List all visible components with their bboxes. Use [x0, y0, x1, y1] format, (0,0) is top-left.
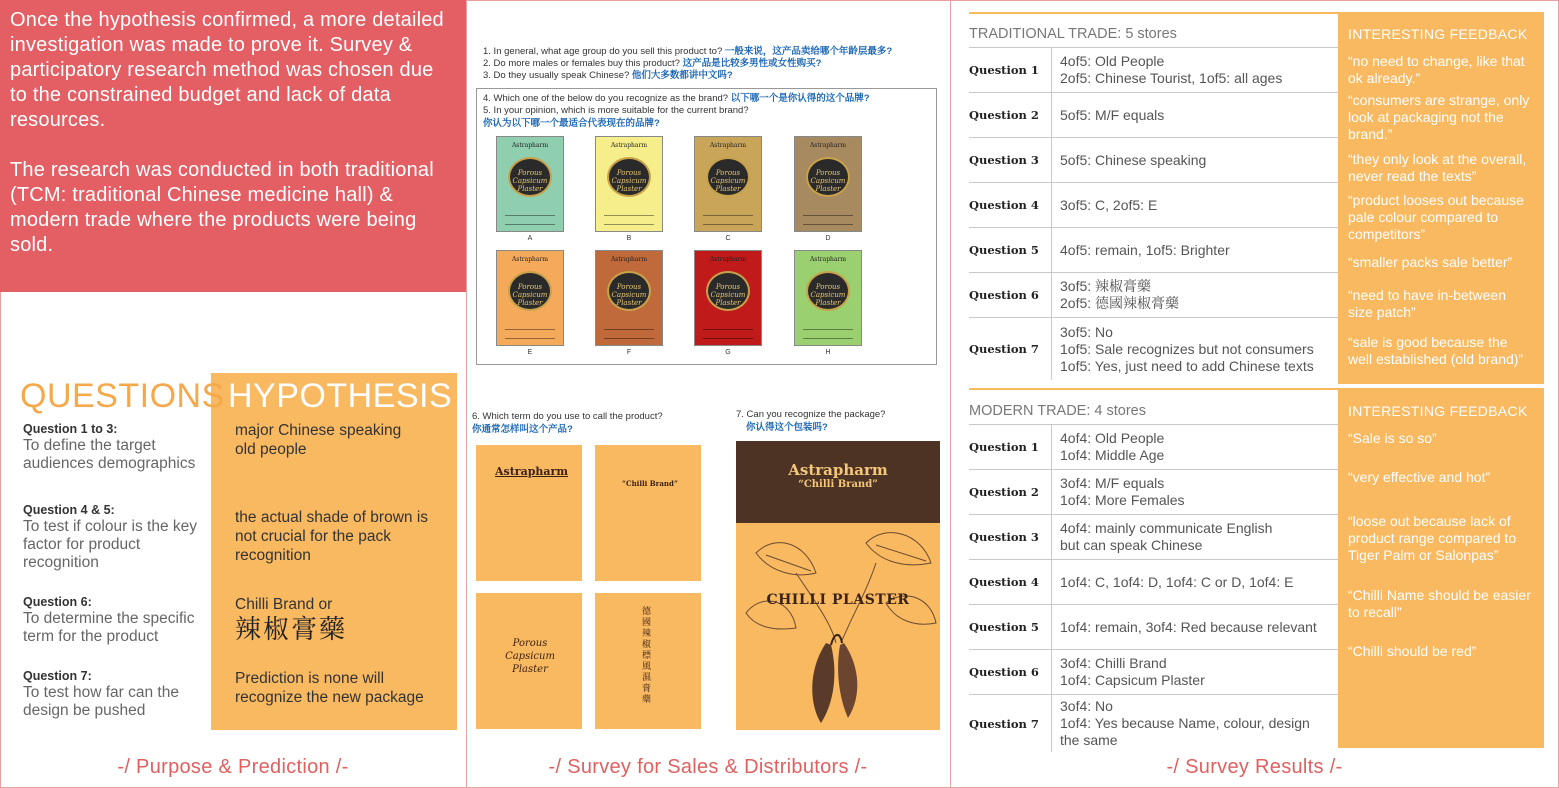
feedback-quote: “Chilli should be red” — [1348, 643, 1477, 659]
pack-name: Porous Capsicum Plaster — [810, 169, 846, 193]
question-text: To define the target audiences demographics — [23, 437, 196, 472]
pack-emblem — [607, 157, 651, 197]
table-row — [969, 272, 1338, 317]
question-cell: Question 7 — [969, 716, 1039, 731]
hypothesis-chinese-text: 辣椒膏藥 — [235, 615, 348, 645]
pack-option — [595, 250, 663, 346]
question-cell: Question 4 — [969, 198, 1039, 212]
answer-cell — [1060, 425, 1164, 469]
feedback-quote: “no need to change, like that ok already.” — [1348, 53, 1525, 86]
survey-q6-en: 6. Which term do you use to call the product? — [472, 411, 663, 422]
question-cell: Question 3 — [969, 153, 1039, 167]
term-option-text: Porous Capsicum Plaster — [505, 638, 555, 675]
table-row — [969, 514, 1338, 559]
pack-text-lines — [803, 329, 853, 339]
pack-option — [496, 250, 564, 346]
survey-q7-en: 7. Can you recognize the package? — [736, 409, 886, 420]
hypothesis-text: the actual shade of brown is not crucial for the pack recognition — [235, 509, 429, 564]
table-row — [969, 604, 1338, 649]
term-option-astrapharm — [476, 445, 582, 581]
pack-option — [794, 250, 862, 346]
question-cell: Question 2 — [969, 108, 1039, 122]
answer-cell — [1060, 48, 1282, 92]
answer-cell — [1060, 470, 1185, 514]
answer-line: 4of5: Old People — [1060, 53, 1165, 69]
hypothesis-text: Prediction is none will recognize the new package — [235, 670, 424, 706]
chilli-leaves-illustration — [736, 523, 940, 730]
pack-option — [496, 136, 564, 232]
question-text: To determine the specific term for the product — [23, 610, 195, 645]
survey-q3-cn: 他们大多数都讲中文吗? — [631, 70, 733, 81]
term-option-chilli-brand — [595, 445, 701, 581]
intro-paragraph-2: The research was conducted in both traditional (TCM: traditional Chinese medicine hall) & modern trade where the products were being sold. — [10, 159, 434, 256]
answer-line: 1of4: C, 1of4: D, 1of4: C or D, 1of4: E — [1060, 573, 1294, 590]
pack-text-lines — [604, 215, 654, 225]
modern-trade-heading — [969, 403, 1146, 419]
cell-separator — [1051, 560, 1052, 604]
answer-line: 1of5: Sale recognizes but not consumers — [1060, 340, 1314, 357]
hypothesis-block — [235, 595, 445, 646]
pack-emblem — [706, 271, 750, 311]
pack-text-lines — [703, 329, 753, 339]
answer-line: 1of5: Yes, just need to add Chinese texts — [1060, 357, 1314, 374]
cell-separator — [1051, 470, 1052, 514]
answer-line: 2of5: Chinese Tourist, 1of5: all ages — [1060, 70, 1283, 86]
cell-separator — [1051, 93, 1052, 137]
term-option-chinese-name — [595, 593, 701, 729]
survey-q2-cn: 这产品是比较多男性或女性购买? — [682, 58, 822, 69]
new-package-name: CHILLI PLASTER — [766, 592, 910, 608]
cell-separator — [1051, 425, 1052, 469]
answer-line: the same — [1060, 732, 1118, 748]
pack-brand: Astrapharm — [809, 256, 847, 263]
pack-emblem — [706, 157, 750, 197]
question-block — [23, 421, 208, 473]
section-footer-results: -/ Survey Results /- — [1166, 756, 1343, 778]
cell-separator — [1051, 48, 1052, 92]
question-cell: Question 5 — [969, 620, 1039, 634]
survey-q2-en: 2. Do more males or females buy this product? — [483, 58, 680, 69]
question-cell: Question 4 — [969, 575, 1039, 589]
answer-cell — [1060, 515, 1272, 559]
pack-emblem — [508, 271, 552, 311]
answer-cell — [1060, 93, 1164, 137]
table-row — [969, 92, 1338, 137]
pack-name: Porous Capsicum Plaster — [710, 169, 746, 193]
pack-letter: F — [626, 349, 632, 356]
cell-separator — [1051, 650, 1052, 694]
term-option-porous-capsicum — [476, 593, 582, 729]
answer-line: but can speak Chinese — [1060, 537, 1203, 553]
cell-separator — [1051, 273, 1052, 317]
answer-cell — [1060, 560, 1293, 604]
answer-cell — [1060, 605, 1317, 649]
answer-cell — [1060, 183, 1157, 227]
question-label: Question 1 to 3: — [23, 422, 118, 436]
answer-cell — [1060, 273, 1179, 317]
answer-line: 4of4: mainly communicate English — [1060, 520, 1273, 536]
question-block — [23, 502, 208, 572]
cell-separator — [1051, 318, 1052, 380]
feedback-quote: “need to have in-between size patch” — [1348, 287, 1506, 320]
hypothesis-text: Chilli Brand or — [235, 596, 333, 613]
section-footer-purpose: -/ Purpose & Prediction /- — [117, 756, 349, 778]
question-label: Question 7: — [23, 669, 92, 683]
pack-letter: E — [527, 349, 533, 356]
table-row — [969, 227, 1338, 272]
question-cell: Question 6 — [969, 665, 1039, 679]
hypothesis-text: major Chinese speaking old people — [235, 422, 402, 458]
pack-text-lines — [604, 329, 654, 339]
survey-q4-cn: 以下哪一个是你认得的这个品牌? — [730, 93, 870, 104]
survey-q4-en: 4. Which one of the below do you recognize as the brand? — [483, 93, 729, 104]
pack-brand: Astrapharm — [610, 142, 648, 149]
divider-2 — [950, 0, 951, 788]
answer-line: 3of5: No — [1060, 323, 1113, 340]
table-row — [969, 47, 1338, 92]
answer-line: 3of4: Chilli Brand — [1060, 655, 1167, 671]
feedback-quote: “Sale is so so” — [1348, 430, 1437, 446]
survey-q5-cn: 你认为以下哪一个最适合代表现在的品牌? — [483, 118, 660, 129]
survey-q1-en: 1. In general, what age group do you sell this product to? — [483, 46, 723, 57]
modern-feedback-title: INTERESTING FEEDBACK — [1348, 403, 1528, 419]
question-cell: Question 5 — [969, 243, 1039, 257]
table-row — [969, 649, 1338, 694]
question-block — [23, 668, 208, 720]
new-package-image — [736, 441, 940, 730]
pack-name: Porous Capsicum Plaster — [810, 283, 846, 307]
pack-name: Porous Capsicum Plaster — [611, 169, 647, 193]
table-row — [969, 559, 1338, 604]
answer-cell — [1060, 695, 1310, 752]
pack-name: Porous Capsicum Plaster — [710, 283, 746, 307]
pack-option — [595, 136, 663, 232]
answer-line: 3of5: 辣椒膏藥 — [1060, 278, 1152, 294]
question-text: To test if colour is the key factor for product recognition — [23, 518, 198, 571]
answer-line: 4of5: remain, 1of5: Brighter — [1060, 241, 1230, 258]
pack-brand: Astrapharm — [709, 256, 747, 263]
pack-name: Porous Capsicum Plaster — [611, 283, 647, 307]
divider-1 — [466, 0, 467, 788]
cell-separator — [1051, 183, 1052, 227]
question-cell: Question 1 — [969, 63, 1039, 77]
pack-letter: D — [825, 235, 831, 242]
table-row — [969, 182, 1338, 227]
modern-trade-count: 4 stores — [1094, 403, 1147, 419]
pack-text-lines — [505, 215, 555, 225]
survey-q6-cn-line — [472, 423, 573, 436]
question-cell: Question 1 — [969, 440, 1039, 454]
question-cell: Question 3 — [969, 530, 1039, 544]
pack-option — [794, 136, 862, 232]
answer-line: 1of4: Middle Age — [1060, 447, 1165, 463]
question-block — [23, 594, 208, 646]
answer-line: 1of4: More Females — [1060, 492, 1185, 508]
answer-line: 1of4: remain, 3of4: Red because relevant — [1060, 618, 1317, 635]
answer-line: 3of4: No — [1060, 698, 1113, 714]
answer-line: 3of4: M/F equals — [1060, 475, 1165, 491]
pack-brand: Astrapharm — [511, 142, 549, 149]
feedback-quote: “they only look at the overall, never read the texts” — [1348, 151, 1527, 184]
survey-q3-en: 3. Do they usually speak Chinese? — [483, 70, 630, 81]
pack-emblem — [607, 271, 651, 311]
modern-trade-title: MODERN TRADE: — [969, 403, 1091, 419]
pack-brand: Astrapharm — [610, 256, 648, 263]
pack-name: Porous Capsicum Plaster — [512, 169, 548, 193]
survey-q5-en: 5. In your opinion, which is more suitable for the current brand? — [483, 105, 749, 116]
answer-line: 5of5: M/F equals — [1060, 106, 1165, 123]
cell-separator — [1051, 605, 1052, 649]
survey-q7-cn-line — [746, 421, 828, 434]
survey-q7-cn: 你认得这个包装吗? — [746, 422, 828, 433]
answer-cell — [1060, 650, 1205, 694]
intro-box — [0, 0, 466, 292]
feedback-quote: “smaller packs sale better” — [1348, 254, 1513, 270]
answer-line: 1of4: Yes because Name, colour, design — [1060, 715, 1310, 731]
pack-brand: Astrapharm — [809, 142, 847, 149]
pack-letter: H — [825, 349, 831, 356]
traditional-trade-count: 5 stores — [1125, 26, 1177, 42]
table-row — [969, 317, 1338, 380]
answer-line: 2of5: 德國辣椒膏藥 — [1060, 295, 1180, 311]
table-row — [969, 137, 1338, 182]
table-row — [969, 694, 1338, 752]
question-text: To test how far can the design be pushed — [23, 684, 179, 719]
answer-line: 4of4: Old People — [1060, 430, 1165, 446]
pack-emblem — [508, 157, 552, 197]
survey-q3 — [483, 69, 733, 82]
survey-q5-cn-line — [483, 117, 660, 130]
answer-cell — [1060, 228, 1230, 272]
pack-emblem — [806, 157, 850, 197]
traditional-trade-title: TRADITIONAL TRADE: — [969, 26, 1122, 42]
question-label: Question 6: — [23, 595, 92, 609]
pack-text-lines — [703, 215, 753, 225]
cell-separator — [1051, 228, 1052, 272]
answer-line: 1of4: Capsicum Plaster — [1060, 672, 1205, 688]
questions-title: QUESTIONS — [20, 377, 225, 415]
pack-letter: G — [725, 349, 731, 356]
table-row — [969, 424, 1338, 469]
answer-line: 5of5: Chinese speaking — [1060, 151, 1207, 168]
term-option-text: “Chilli Brand” — [622, 479, 678, 488]
feedback-quote: “loose out because lack of product range compared to Tiger Palm or Salonpas” — [1348, 513, 1517, 563]
feedback-quote: “Chilli Name should be easier to recall” — [1348, 587, 1531, 620]
question-cell: Question 6 — [969, 288, 1039, 302]
pack-letter: C — [725, 235, 731, 242]
pack-emblem — [806, 271, 850, 311]
feedback-quote: “sale is good because the well established (old brand)” — [1348, 334, 1524, 367]
hypothesis-title: HYPOTHESIS — [228, 377, 453, 415]
feedback-quote: “consumers are strange, only look at packaging not the brand.” — [1348, 92, 1530, 142]
pack-text-lines — [505, 329, 555, 339]
section-footer-survey: -/ Survey for Sales & Distributors /- — [548, 756, 868, 778]
survey-q6-cn: 你通常怎样叫这个产品? — [472, 424, 573, 435]
pack-brand: Astrapharm — [709, 142, 747, 149]
answer-line: 3of5: C, 2of5: E — [1060, 196, 1158, 213]
question-cell: Question 7 — [969, 342, 1039, 356]
pack-text-lines — [803, 215, 853, 225]
table-row — [969, 469, 1338, 514]
survey-q1-cn: 一般来说，这产品卖给哪个年龄层最多? — [724, 46, 893, 57]
feedback-quote: “very effective and hot” — [1348, 469, 1491, 485]
new-package-sub: “Chilli Brand” — [798, 479, 878, 490]
cell-separator — [1051, 515, 1052, 559]
answer-cell — [1060, 138, 1206, 182]
new-package-brand: Astrapharm — [788, 461, 888, 479]
pack-letter: B — [626, 235, 632, 242]
question-label: Question 4 & 5: — [23, 503, 115, 517]
pack-option — [694, 136, 762, 232]
traditional-feedback-title: INTERESTING FEEDBACK — [1348, 26, 1528, 42]
term-option-text: 德國辣椒標風濕膏藥 — [642, 607, 652, 705]
cell-separator — [1051, 695, 1052, 752]
pack-brand: Astrapharm — [511, 256, 549, 263]
term-option-text: Astrapharm — [495, 465, 568, 478]
answer-cell — [1060, 318, 1314, 380]
pack-option — [694, 250, 762, 346]
pack-name: Porous Capsicum Plaster — [512, 283, 548, 307]
pack-letter: A — [527, 235, 533, 242]
intro-paragraph-1: Once the hypothesis confirmed, a more detailed investigation was made to prove it. Survey & participatory research method was chosen due to the constrained budget and lack of data resources. — [10, 9, 444, 131]
question-cell: Question 2 — [969, 485, 1039, 499]
feedback-quote: “product looses out because pale colour compared to competitors” — [1348, 192, 1524, 242]
cell-separator — [1051, 138, 1052, 182]
traditional-trade-heading — [969, 26, 1177, 42]
